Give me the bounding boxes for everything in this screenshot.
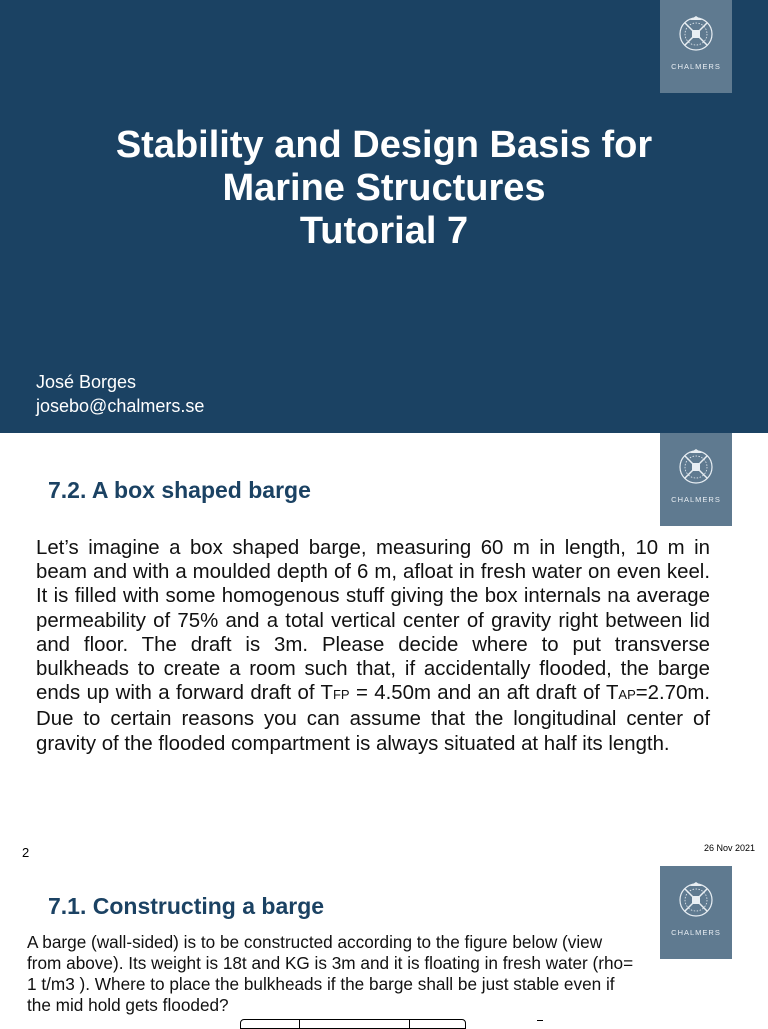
logo-text: CHALMERS [671, 495, 721, 504]
author-block [36, 370, 204, 418]
chalmers-logo [660, 0, 732, 93]
problem-text [36, 536, 710, 756]
bulkhead-line [299, 1020, 300, 1028]
chalmers-crest-icon [676, 447, 716, 491]
chalmers-crest-icon [676, 880, 716, 924]
presentation-title [0, 124, 768, 253]
problem-text: A barge (wall-sided) is to be constructed according to the figure below (view from above). Its weight is 18t and KG is 3m and it is floating in fresh water (rho= 1 t/m3 ). Where to place the bulkheads if the barge shall be just stable even if the mid hold gets flooded? [27, 932, 634, 1015]
page-number: 2 [22, 845, 30, 860]
chalmers-logo [660, 433, 732, 526]
figure-mark [537, 1020, 543, 1021]
title-line-3: Tutorial 7 [299, 210, 469, 252]
title-slide [0, 0, 768, 433]
subscript-ap: AP [618, 687, 636, 703]
bulkhead-line [409, 1020, 410, 1028]
slide-date: 26 Nov 2021 [704, 843, 756, 853]
author-email: josebo@chalmers.se [36, 396, 205, 416]
logo-text: CHALMERS [671, 928, 721, 937]
logo-text: CHALMERS [671, 62, 721, 71]
problem-text-part-3: =2.70m. Due to certain reasons you can assume that the longitudinal center of gravity of the flooded compartment is always situated at half its length. [36, 682, 711, 755]
problem-text-part-2: = 4.50m and an aft draft of T [349, 682, 619, 705]
chalmers-crest-icon [676, 14, 716, 58]
title-line-1: Stability and Design Basis for [115, 124, 653, 166]
subscript-fp: FP [332, 687, 350, 703]
barge-figure [240, 1019, 466, 1029]
section-heading: 7.2. A box shaped barge [48, 477, 311, 503]
chalmers-logo [660, 866, 732, 959]
section-heading: 7.1. Constructing a barge [48, 893, 325, 919]
author-name: José Borges [36, 372, 137, 392]
problem-text-part-1: Let’s imagine a box shaped barge, measuring 60 m in length, 10 m in beam and with a moulded depth of 6 m, afloat in fresh water on even keel. It is filled with some homogenous stuff giving the box internals na average permeability of 75% and a total vertical center of gravity right between lid and floor. The draft is 3m. Please decide where to put transverse bulkheads to create a room such that, if accidentally flooded, the barge ends up with a forward draft of T [36, 537, 710, 705]
title-line-2: Marine Structures [222, 167, 546, 209]
